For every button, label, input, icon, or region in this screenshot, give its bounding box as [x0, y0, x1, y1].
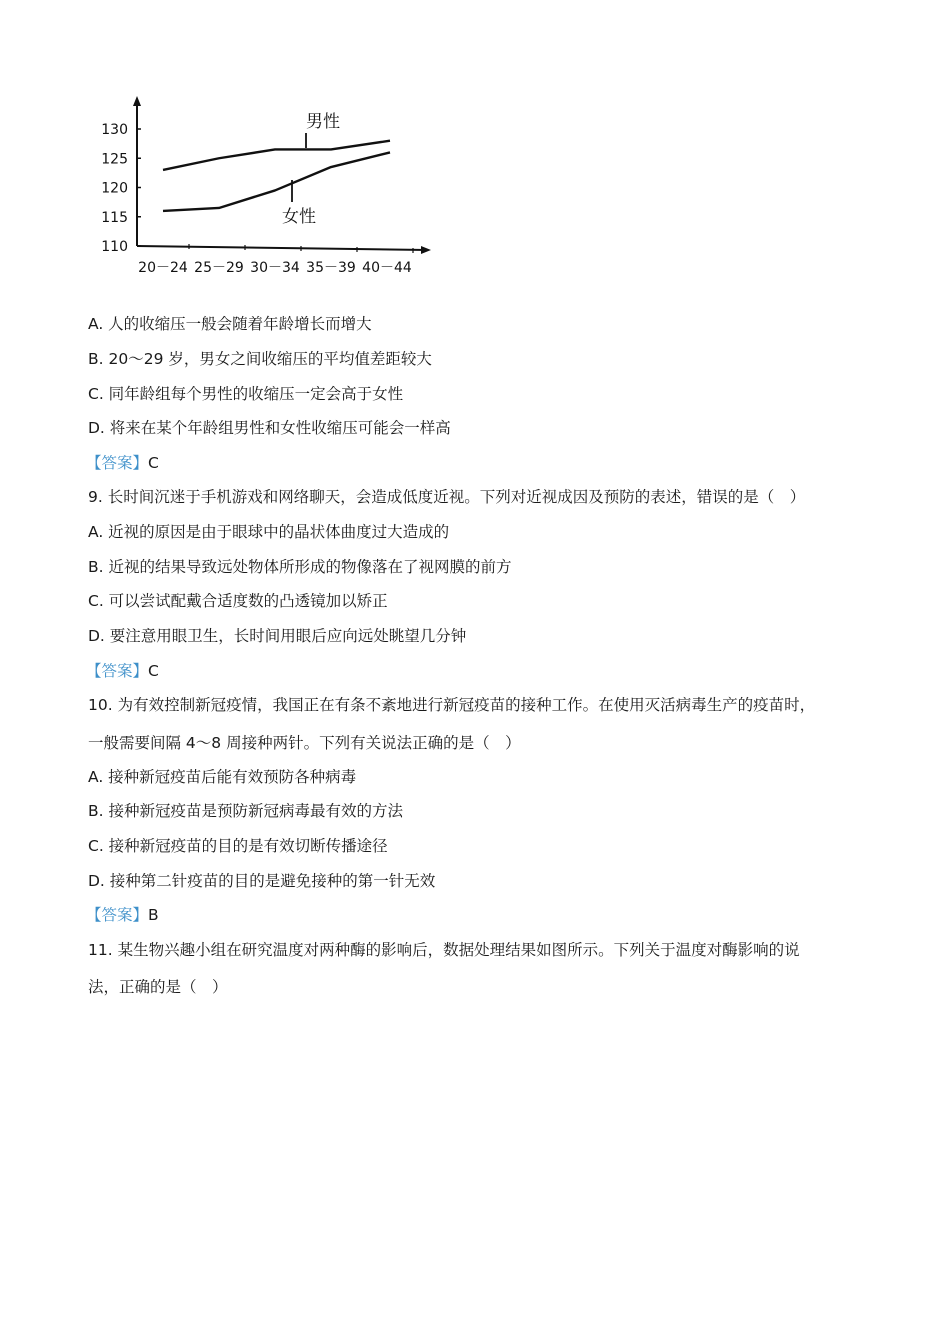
- q9-option-a: A. 近视的原因是由于眼球中的晶状体曲度过大造成的: [88, 523, 450, 541]
- q9-option-b: B. 近视的结果导致远处物体所形成的物像落在了视网膜的前方: [88, 558, 512, 576]
- x-tick-label: 35－39: [306, 260, 356, 276]
- series-label: 男性: [306, 112, 340, 132]
- q9-option-d: D. 要注意用眼卫生，长时间用眼后应向远处眺望几分钟: [88, 627, 467, 645]
- answer-value: B: [148, 906, 159, 924]
- blood-pressure-chart: [95, 92, 445, 282]
- q10-stem-line2: 一般需要间隔 4～8 周接种两针。下列有关说法正确的是（ ）: [88, 734, 521, 752]
- y-tick-label: 110: [101, 239, 128, 255]
- x-axis: [137, 246, 427, 250]
- x-axis-arrow: [421, 246, 431, 254]
- answer-label: 【答案】: [86, 906, 149, 924]
- answer-label: 【答案】: [86, 662, 149, 680]
- q10-answer: [86, 905, 159, 925]
- y-tick-labels: [101, 122, 141, 255]
- chart-series: [163, 112, 390, 227]
- y-tick-label: 115: [101, 209, 128, 226]
- series-label: 女性: [282, 207, 316, 227]
- q8-option-b: B. 20～29 岁，男女之间收缩压的平均值差距较大: [88, 350, 432, 368]
- x-tick-label: 20－24: [138, 260, 188, 276]
- y-tick-label: 130: [101, 122, 128, 138]
- y-tick-label: 125: [101, 151, 128, 168]
- y-tick-label: 120: [101, 180, 128, 197]
- x-tick-label: 30－34: [250, 260, 300, 276]
- q8-answer: [86, 453, 159, 473]
- y-axis-arrow: [133, 96, 141, 106]
- q11-stem-line2: 法，正确的是（ ）: [88, 978, 228, 996]
- answer-value: C: [148, 454, 159, 472]
- q9-stem: 9. 长时间沉迷于手机游戏和网络聊天，会造成低度近视。下列对近视成因及预防的表述，错误的是（ ）: [88, 488, 806, 506]
- q10-stem-line1: 10. 为有效控制新冠疫情，我国正在有条不紊地进行新冠疫苗的接种工作。在使用灭活病毒生产的疫苗时，: [88, 696, 816, 714]
- q9-answer: [86, 661, 159, 681]
- series-line: [163, 152, 390, 211]
- q10-option-a: A. 接种新冠疫苗后能有效预防各种病毒: [88, 768, 357, 786]
- q10-option-d: D. 接种第二针疫苗的目的是避免接种的第一针无效: [88, 872, 436, 890]
- answer-label: 【答案】: [86, 454, 149, 472]
- x-tick-label: 25－29: [194, 260, 244, 276]
- q10-option-c: C. 接种新冠疫苗的目的是有效切断传播途径: [88, 837, 388, 855]
- q8-option-c: C. 同年龄组每个男性的收缩压一定会高于女性: [88, 385, 404, 403]
- q10-option-b: B. 接种新冠疫苗是预防新冠病毒最有效的方法: [88, 802, 403, 820]
- q9-option-c: C. 可以尝试配戴合适度数的凸透镜加以矫正: [88, 592, 388, 610]
- q11-stem-line1: 11. 某生物兴趣小组在研究温度对两种酶的影响后，数据处理结果如图所示。下列关于温度对酶影响的说: [88, 941, 800, 959]
- answer-value: C: [148, 662, 159, 680]
- q8-option-a: A. 人的收缩压一般会随着年龄增长而增大: [88, 315, 372, 333]
- q8-option-d: D. 将来在某个年龄组男性和女性收缩压可能会一样高: [88, 419, 451, 437]
- x-tick-label: 40－44: [362, 260, 412, 276]
- series-line: [163, 141, 390, 170]
- chart-axes: [133, 96, 431, 254]
